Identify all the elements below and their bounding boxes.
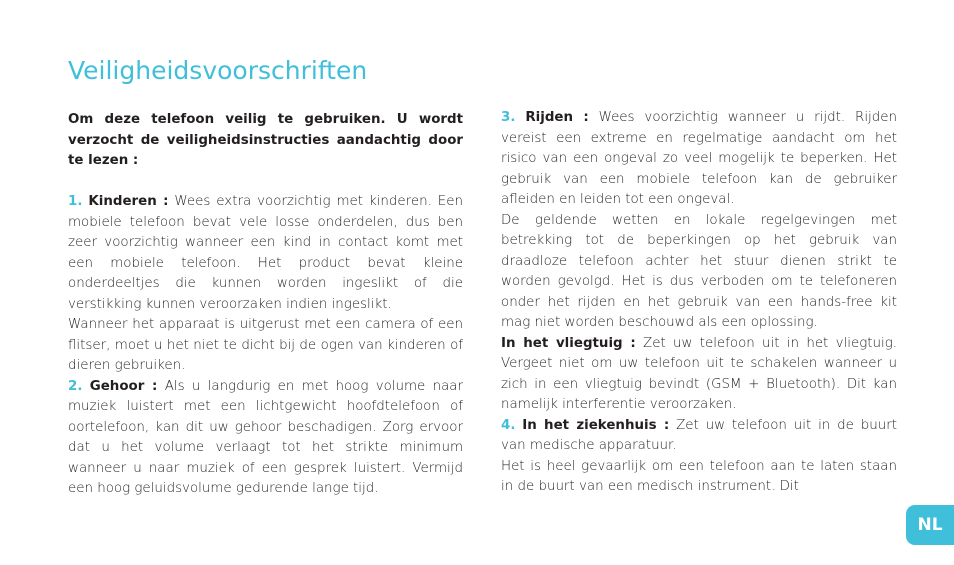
section-text-paragraph: De geldende wetten en lokale regelgevingen met betrekking tot de beperkingen op het gebruik van draadloze telefoon achter het stuur dienen strikt te worden gevolgd. Het is dus verboden om te telefoneren onder het rijden en het gebruik van een hands-free kit mag niet worden beschouwd als een oplossing. — [501, 212, 897, 330]
section-text-paragraph: Wanneer het apparaat is uitgerust met een camera of een flitser, moet u het niet te dicht bij de ogen van kinderen of dieren gebruiken. — [68, 317, 463, 373]
section-hearing — [68, 377, 463, 500]
section-text: Wees voorzichtig wanneer u rijdt. Rijden vereist een extreme en regelmatige aandacht om het risico van een ongeval zo veel mogelijk te beperken. Het gebruik van een mobiele telefoon kan de gebruiker afleiden en leiden tot een ongeval. — [501, 110, 897, 207]
section-label: Gehoor : — [89, 378, 158, 394]
section-number: 3. — [501, 110, 516, 125]
section-number: 1. — [68, 194, 83, 209]
left-column — [68, 110, 463, 500]
intro-text: Om deze telefoon veilig te gebruiken. U wordt verzocht de veiligheidsinstructies aandachtig door te lezen : — [68, 112, 463, 168]
section-label: In het ziekenhuis : — [522, 417, 670, 433]
section-text: Zet uw telefoon uit in het vliegtuig. Vergeet niet om uw telefoon uit te schakelen wanneer u zich in een vliegtuig bevindt (GSM + Bluetooth). Dit kan namelijk interferentie veroorzaken. — [501, 335, 897, 412]
section-number: 4. — [501, 417, 516, 433]
section-label: Kinderen : — [88, 194, 169, 209]
section-text: Zet uw telefoon uit in de buurt van medische apparatuur. — [501, 417, 897, 453]
section-airplane — [501, 334, 897, 416]
section-driving — [501, 108, 897, 211]
section-hospital — [501, 416, 897, 457]
page-title: Veiligheidsvoorschriften — [68, 56, 368, 85]
section-label: Rijden : — [525, 110, 589, 125]
language-badge: NL — [906, 505, 954, 545]
section-text: Als u langdurig en met hoog volume naar muziek luistert met een lichtgewicht hoofdtelefoon of oortelefoon, kan dit uw gehoor beschadigen. Zorg ervoor dat u het volume verlaagt tot het strikte minimum wanneer u naar muziek of een gesprek luistert. Vermijd een hoog geluidsvolume gedurende lange tijd. — [68, 378, 463, 496]
right-column — [501, 108, 897, 498]
section-number: 2. — [68, 378, 83, 394]
section-text-paragraph: Het is heel gevaarlijk om een telefoon aan te laten staan in de buurt van een medisch instrument. Dit — [501, 458, 897, 494]
section-label: In het vliegtuig : — [501, 335, 636, 351]
section-text: Wees extra voorzichtig met kinderen. Een mobiele telefoon bevat vele losse onderdelen, dus ben zeer voorzichtig wanneer een kind in contact komt met een mobiele telefoon. Het product bevat kleine onderdeeltjes die kunnen worden ingeslikt of die verstikking kunnen veroorzaken indien ingeslikt. — [68, 194, 463, 312]
section-children — [68, 192, 463, 315]
